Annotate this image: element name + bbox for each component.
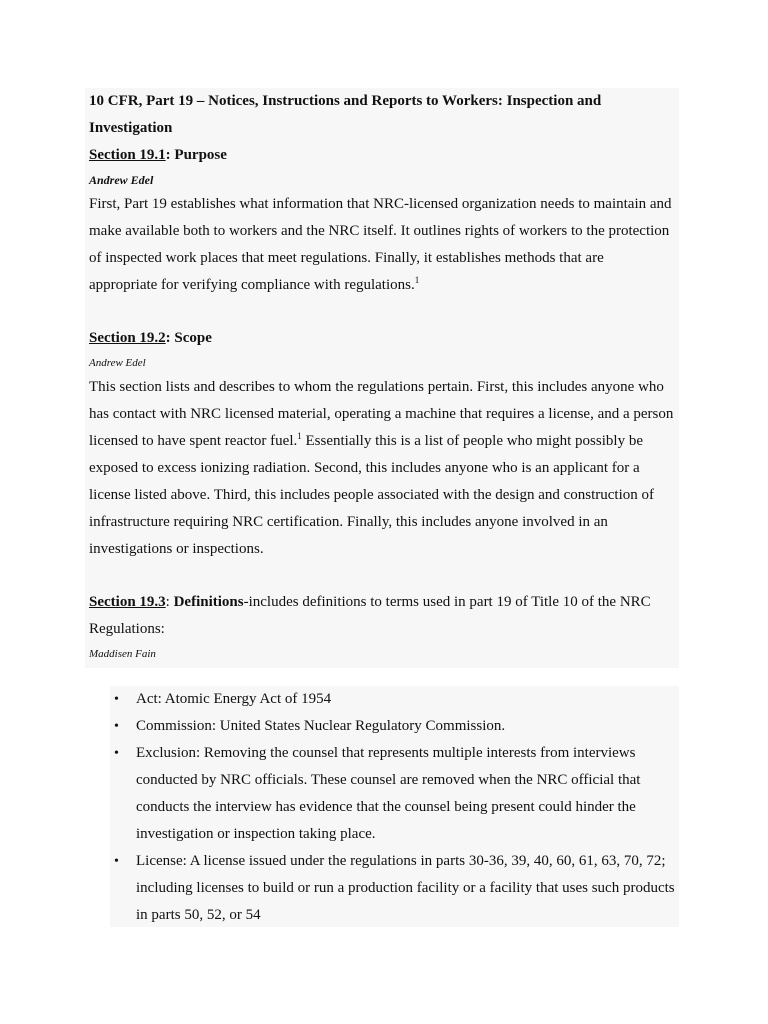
- section-author: Andrew Edel: [89, 357, 146, 369]
- section-title: Definitions: [173, 594, 244, 610]
- document-title: 10 CFR, Part 19 – Notices, Instructions and Reports to Workers: Inspection and Investigation: [89, 93, 602, 136]
- section-number: Section 19.2: [89, 330, 166, 346]
- section-heading-19-1: [89, 142, 675, 169]
- section-title-suffix: -includes definitions to terms used in part 19 of Title 10 of the NRC Regulations:: [89, 594, 651, 637]
- section-paragraph: [89, 191, 675, 299]
- document-body-block: [85, 88, 679, 668]
- list-item: • License: A license issued under the regulations in parts 30-36, 39, 40, 60, 61, 63, 70, 72; including licenses to build or run a production facility or a facility that uses such products in parts 50, 52, or 54: [114, 848, 675, 929]
- section-heading-19-3: [89, 589, 675, 643]
- list-item: • Exclusion: Removing the counsel that represents multiple interests from interviews conducted by NRC officials. These counsel are removed when the NRC official that conducts the interview has evidence that the counsel being present could hinder the investigation or inspection taking place.: [114, 740, 675, 848]
- section-title: Scope: [174, 330, 212, 346]
- section-title: Purpose: [174, 147, 227, 163]
- list-item: • Commission: United States Nuclear Regulatory Commission.: [114, 713, 675, 740]
- section-separator: :: [165, 147, 175, 163]
- spacer: [89, 563, 675, 589]
- definitions-list: [114, 686, 675, 929]
- section-separator: :: [165, 594, 174, 610]
- list-item: • Act: Atomic Energy Act of 1954: [114, 686, 675, 713]
- footnote-marker: 1: [297, 431, 302, 441]
- paragraph-text: Essentially this is a list of people who might possibly be exposed to excess ionizing radiation. Second, this includes anyone who is an applicant for a license listed above. Third, this includes people associated with the design and construction of infrastructure requiring NRC certification. Finally, this includes anyone involved in an investigations or inspections.: [89, 433, 655, 557]
- section-heading-19-2: [89, 325, 675, 352]
- section-paragraph: [89, 374, 675, 563]
- paragraph-text: First, Part 19 establishes what information that NRC-licensed organization needs to maintain and make available both to workers and the NRC itself. It outlines rights of workers to the protection of inspected work places that meet regulations. Finally, it establishes methods that are appropriate for verifying compliance with regulations.: [89, 196, 672, 293]
- footnote-marker: 1: [414, 275, 420, 285]
- spacer: [89, 299, 675, 325]
- section-number: Section 19.1: [89, 147, 166, 163]
- section-author: Andrew Edel: [89, 173, 154, 187]
- paragraph-text: This section lists and describes to whom the regulations pertain. First, this includes anyone who has contact with NRC licensed material, operating a machine that requires a license, and a person licensed to have spent reactor fuel.: [89, 379, 674, 449]
- section-author: Maddisen Fain: [89, 648, 156, 660]
- section-separator: :: [165, 330, 175, 346]
- section-number: Section 19.3: [89, 594, 166, 610]
- definitions-block: [110, 686, 679, 927]
